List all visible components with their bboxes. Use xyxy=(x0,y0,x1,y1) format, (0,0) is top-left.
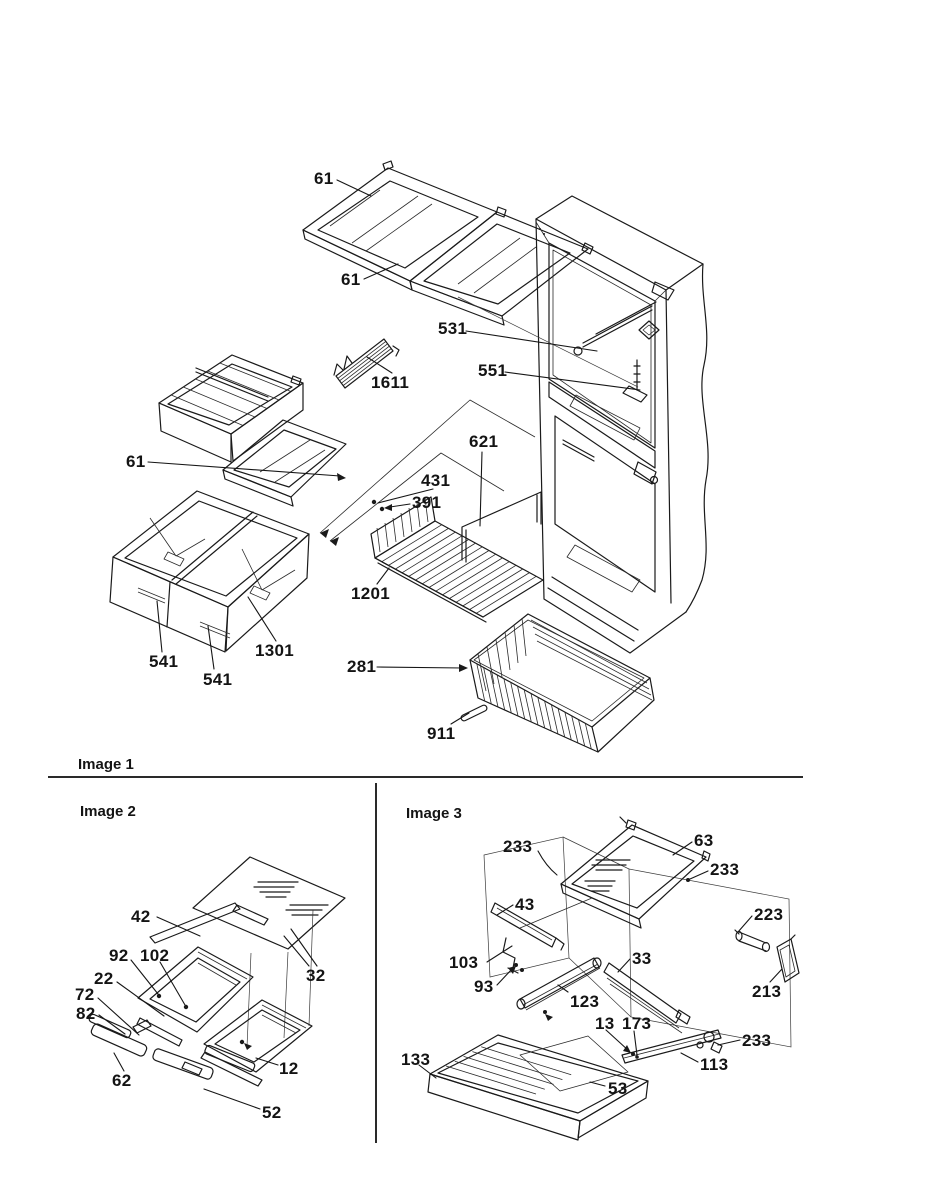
part-label-233-bottom: 233 xyxy=(742,1031,772,1050)
side-trims-left xyxy=(88,1013,151,1057)
part-label-233-right: 233 xyxy=(710,860,740,879)
part-label-12: 12 xyxy=(279,1059,299,1078)
part-label-1201: 1201 xyxy=(351,584,391,603)
part-label-92: 92 xyxy=(109,946,129,965)
part-label-223: 223 xyxy=(754,905,784,924)
bar-43 xyxy=(491,895,592,950)
part-label-33: 33 xyxy=(632,949,652,968)
part-label-531: 531 xyxy=(438,319,468,338)
part-label-22: 22 xyxy=(94,969,114,988)
part-label-61-glass-frame: 61 xyxy=(126,452,146,471)
part-label-1611: 1611 xyxy=(371,373,410,392)
part-label-82: 82 xyxy=(76,1004,96,1023)
part-label-103: 103 xyxy=(449,953,479,972)
part-label-53: 53 xyxy=(608,1079,628,1098)
part-label-551: 551 xyxy=(478,361,508,380)
image2-title: Image 2 xyxy=(80,803,136,820)
part-label-281: 281 xyxy=(347,657,377,676)
part-label-43: 43 xyxy=(515,895,535,914)
part-label-431: 431 xyxy=(421,471,451,490)
part-label-42: 42 xyxy=(131,907,151,926)
bracket-213 xyxy=(777,935,799,982)
wire-shelf-1201 xyxy=(371,492,543,622)
part-label-61-shelf-lower: 61 xyxy=(341,270,361,289)
meat-drawer xyxy=(159,355,303,462)
part-label-93: 93 xyxy=(474,977,494,996)
glass-frame-61 xyxy=(223,420,346,506)
image1-title: Image 1 xyxy=(78,756,134,773)
part-label-102: 102 xyxy=(140,946,170,965)
image3-title: Image 3 xyxy=(406,805,462,822)
image1-leader-lines xyxy=(148,180,640,724)
refrigerator-cabinet xyxy=(458,196,708,653)
part-label-541-left: 541 xyxy=(149,652,179,671)
part-label-391: 391 xyxy=(412,493,442,512)
part-label-52: 52 xyxy=(262,1103,282,1122)
basket-trim-911 xyxy=(460,704,488,722)
part-label-72: 72 xyxy=(75,985,95,1004)
part-label-62: 62 xyxy=(112,1071,132,1090)
part-label-621: 621 xyxy=(469,432,499,451)
part-label-213: 213 xyxy=(752,982,782,1001)
part-label-61-shelf-upper: 61 xyxy=(314,169,334,188)
crisper-assembly xyxy=(110,491,309,652)
part-label-13: 13 xyxy=(595,1014,615,1033)
part-label-32: 32 xyxy=(306,966,326,985)
part-label-173: 173 xyxy=(622,1014,652,1033)
image1-divider-line xyxy=(48,776,803,778)
part-label-541-front: 541 xyxy=(203,670,233,689)
freezer-basket-281 xyxy=(470,614,654,752)
image2-image3-divider-line xyxy=(375,783,377,1143)
part-label-133: 133 xyxy=(401,1050,431,1069)
part-label-63: 63 xyxy=(694,831,714,850)
part-label-1301: 1301 xyxy=(255,641,295,660)
part-label-911: 911 xyxy=(427,724,456,743)
part-label-113: 113 xyxy=(700,1055,729,1074)
roller-223 xyxy=(735,930,770,952)
part-label-123: 123 xyxy=(570,992,600,1011)
shelf-frame-63 xyxy=(561,817,710,928)
rail-52 xyxy=(152,1045,256,1081)
trim-42 xyxy=(150,903,268,943)
part-label-233-left: 233 xyxy=(503,837,533,856)
